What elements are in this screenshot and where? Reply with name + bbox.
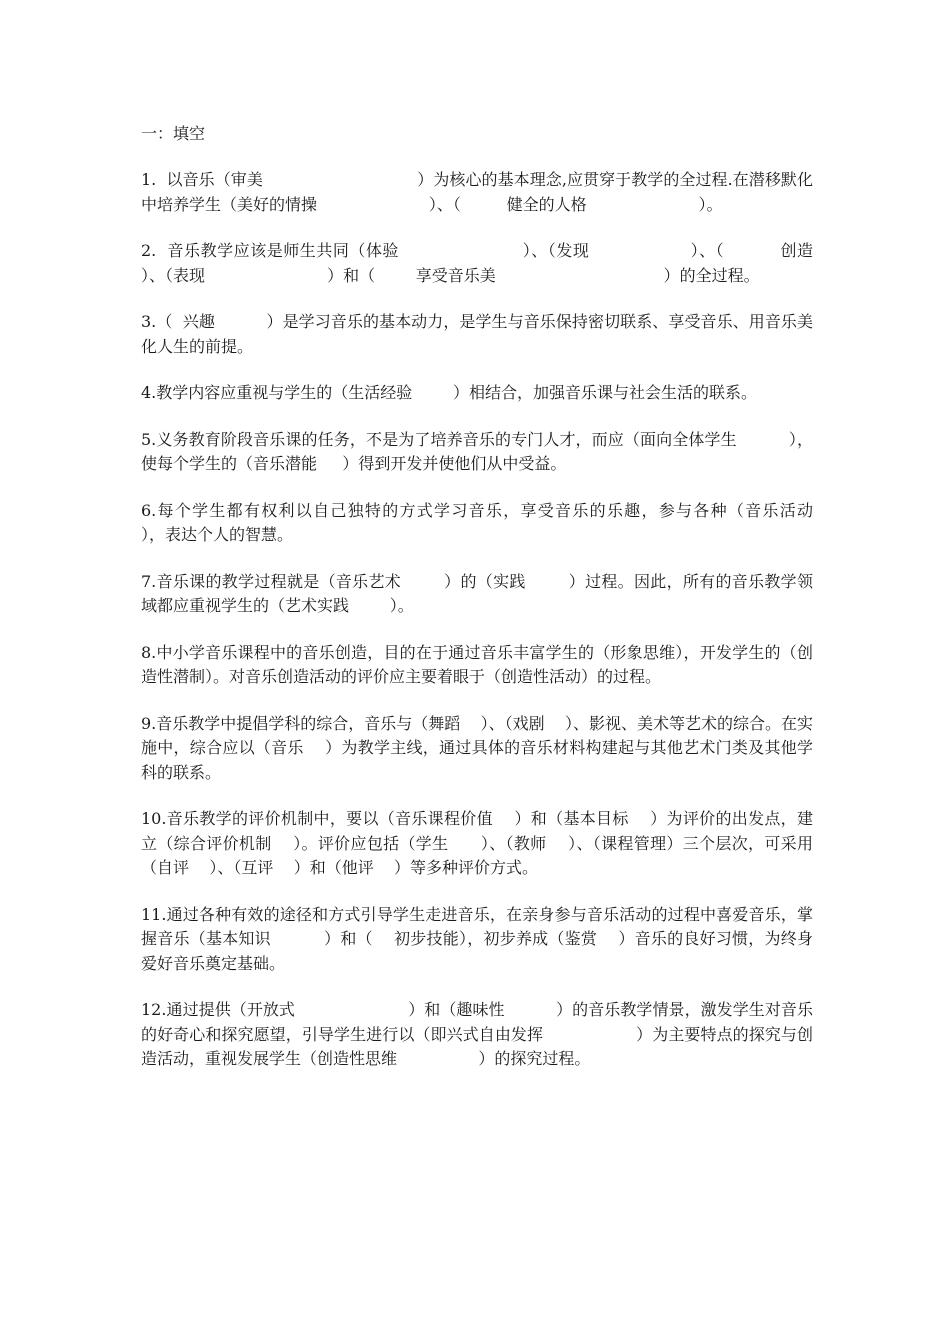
question-item-2: 2. 音乐教学应该是师生共同（体验 ）、（发现 ）、（ 创造 ）、（表现 ）和（ 享受音乐美 ）的全过程。	[141, 241, 885, 285]
question-item-9: 9.音乐教学中提倡学科的综合，音乐与（舞蹈 ）、（戏剧 ）、影视、美术等艺术的综合。在实施中，综合应以（音乐 ）为教学主线，通过具体的音乐材料构建起与其他艺术门类及其他学科的联系。	[141, 713, 813, 782]
question-item-8: 8.中小学音乐课程中的音乐创造，目的在于通过音乐丰富学生的（形象思维），开发学生的（创造性潜制）。对音乐创造活动的评价应主要着眼于（创造性活动）的过程。	[141, 642, 813, 686]
question-item-1: 1. 以音乐（审美 ）为核心的基本理念,应贯穿于教学的全过程.在潜移默化中培养学生（美好的情操 ）、（ 健全的人格 ）。	[141, 170, 813, 214]
question-item-7: 7.音乐课的教学过程就是（音乐艺术 ）的（实践 ）过程。因此，所有的音乐教学领域都应重视学生的（艺术实践 ）。	[141, 571, 813, 615]
question-item-10: 10.音乐教学的评价机制中，要以（音乐课程价值 ）和（基本目标 ）为评价的出发点，建立（综合评价机制 ）。评价应包括（学生 ）、（教师 ）、（课程管理）三个层次，可采用（自评 ）、（互评 ）和（他评 ）等多种评价方式。	[141, 809, 813, 877]
document-page	[141, 122, 895, 1094]
section-heading: 一：填空	[141, 124, 206, 143]
question-item-5: 5.义务教育阶段音乐课的任务，不是为了培养音乐的专门人才，而应（面向全体学生 ），使每个学生的（音乐潜能 ）得到开发并使他们从中受益。	[141, 429, 813, 473]
question-item-12: 12.通过提供（开放式 ）和（趣味性 ）的音乐教学情景，激发学生对音乐的好奇心和探究愿望，引导学生进行以（即兴式自由发挥 ）为主要特点的探究与创造活动，重视发展学生（创造性思维 ）的探究过程。	[141, 1000, 813, 1068]
question-item-11: 11.通过各种有效的途径和方式引导学生走进音乐，在亲身参与音乐活动的过程中喜爱音乐，掌握音乐（基本知识 ）和（ 初步技能），初步养成（鉴赏 ）音乐的良好习惯，为终身爱好音乐奠定基础。	[141, 904, 813, 973]
question-item-3: 3.（ 兴趣 ）是学习音乐的基本动力，是学生与音乐保持密切联系、享受音乐、用音乐美化人生的前提。	[141, 312, 813, 356]
question-item-6: 6.每个学生都有权利以自己独特的方式学习音乐，享受音乐的乐趣，参与各种（音乐活动 ），表达个人的智慧。	[141, 500, 895, 544]
question-item-4: 4.教学内容应重视与学生的（生活经验 ）相结合，加强音乐课与社会生活的联系。	[141, 383, 757, 402]
